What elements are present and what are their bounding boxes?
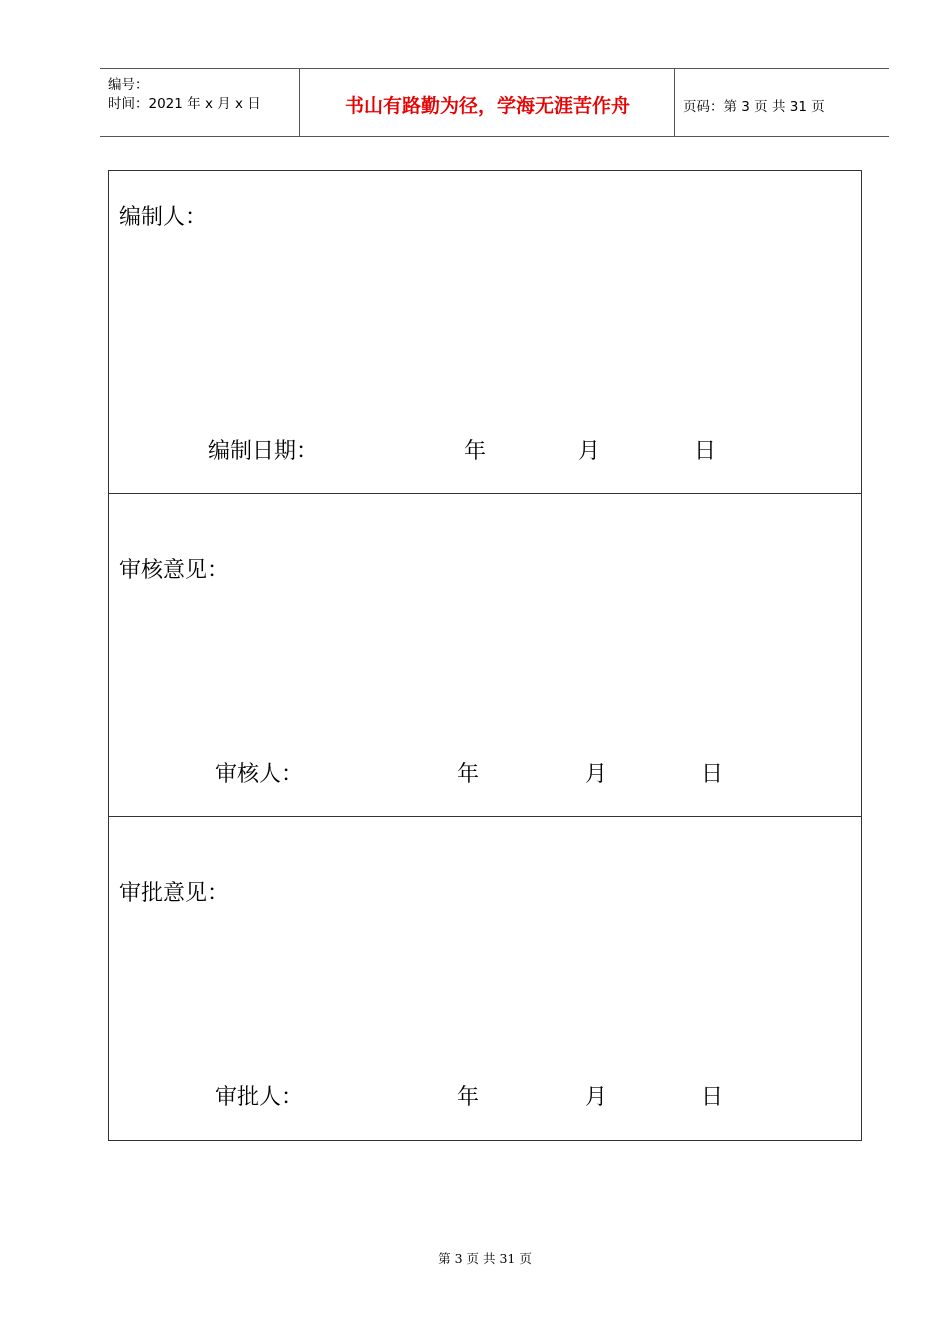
compile-year-label: 年 <box>464 439 487 464</box>
compile-month-label: 月 <box>578 439 601 464</box>
approve-opinion-label: 审批意见： <box>119 881 230 906</box>
approver-label: 审批人： <box>215 1085 304 1110</box>
reviewer-label: 审核人： <box>215 762 304 787</box>
review-section <box>109 494 861 817</box>
approve-day-label: 日 <box>701 1085 724 1110</box>
review-opinion-label: 审核意见： <box>119 558 230 583</box>
compile-section <box>109 171 861 494</box>
compile-day-label: 日 <box>694 439 717 464</box>
document-time-label: 时间：2021 年 x 月 x 日 <box>108 96 261 112</box>
document-number-label: 编号： <box>108 77 149 93</box>
page-footer <box>0 1249 950 1267</box>
header-left-cell <box>100 69 300 136</box>
approve-month-label: 月 <box>585 1085 608 1110</box>
header-motto: 书山有路勤为径，学海无涯苦作舟 <box>344 95 630 117</box>
compiler-label: 编制人： <box>119 205 208 230</box>
header-middle-cell <box>300 69 675 136</box>
approve-year-label: 年 <box>457 1085 480 1110</box>
review-year-label: 年 <box>457 762 480 787</box>
review-day-label: 日 <box>701 762 724 787</box>
compile-date-label: 编制日期： <box>208 439 319 464</box>
header-page-label: 页码：第 3 页 共 31 页 <box>683 99 825 115</box>
review-month-label: 月 <box>585 762 608 787</box>
approval-form-table <box>108 170 862 1141</box>
page-header <box>100 68 889 137</box>
header-right-cell <box>675 69 889 136</box>
footer-page-number: 第 3 页 共 31 页 <box>438 1251 532 1266</box>
approve-section <box>109 817 861 1140</box>
